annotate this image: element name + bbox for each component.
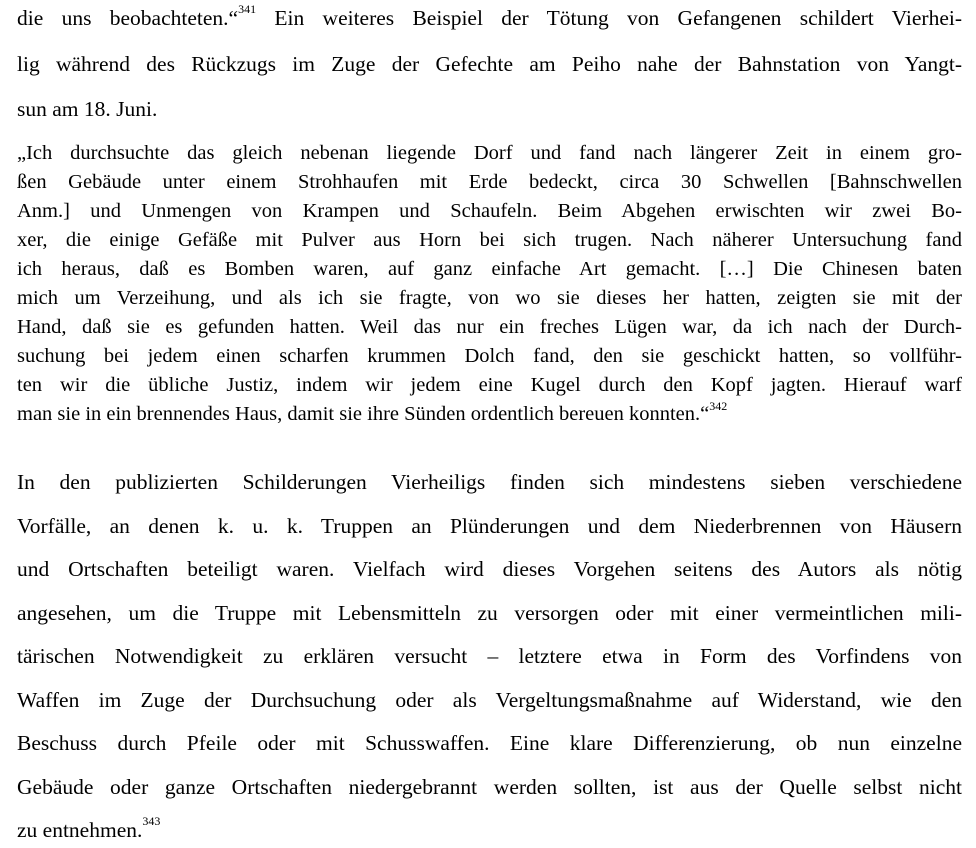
quote-line: xer, die einige Gefäße mit Pulver aus Horn bei sich trugen. Nach näherer Untersuchung fand — [17, 229, 962, 251]
quote-line: ten wir die übliche Justiz, indem wir jedem eine Kugel durch den Kopf jagten. Hierauf warf — [17, 374, 962, 396]
footnote-ref[interactable]: 343 — [142, 814, 161, 828]
quote-line: Hand, daß sie es gefunden hatten. Weil das nur ein freches Lügen war, da ich nach der Durch- — [17, 316, 962, 338]
text-line: angesehen, um die Truppe mit Lebensmitteln zu versorgen oder mit einer vermeintlichen mili- — [17, 601, 962, 625]
quote-line: Anm.] und Unmengen von Krampen und Schaufeln. Beim Abgehen erwischten wir zwei Bo- — [17, 200, 962, 222]
text-line: zu entnehmen.$^{343}$ — [17, 814, 161, 842]
footnote-ref[interactable]: 341 — [238, 2, 257, 16]
text-line: Waffen im Zuge der Durchsuchung oder als Vergeltungsmaßnahme auf Widerstand, wie den — [17, 688, 962, 712]
quote-line: man sie in ein brennendes Haus, damit sie ihre Sünden ordentlich bereuen konnten.“$^{342}$ — [17, 399, 728, 425]
text-line: Beschuss durch Pfeile oder mit Schusswaffen. Eine klare Differenzierung, ob nun einzelne — [17, 731, 962, 755]
text-line: und Ortschaften beteiligt waren. Vielfach wird dieses Vorgehen seitens des Autors als nötig — [17, 557, 962, 581]
text-line: tärischen Notwendigkeit zu erklären versucht – letztere etwa in Form des Vorfindens von — [17, 644, 962, 668]
text-line: sun am 18. Juni. — [17, 97, 158, 121]
quote-line: ßen Gebäude unter einem Strohhaufen mit Erde bedeckt, circa 30 Schwellen [Bahnschwellen — [17, 171, 962, 193]
quote-line: mich um Verzeihung, und als ich sie fragte, von wo sie dieses her hatten, zeigten sie mit der — [17, 287, 962, 309]
quote-line: ich heraus, daß es Bomben waren, auf ganz einfache Art gemacht. […] Die Chinesen baten — [17, 258, 962, 280]
text-line: In den publizierten Schilderungen Vierheiligs finden sich mindestens sieben verschiedene — [17, 470, 962, 494]
quote-line: „Ich durchsuchte das gleich nebenan liegende Dorf und fand nach längerer Zeit in einem gro- — [17, 142, 962, 164]
footnote-ref[interactable]: 342 — [709, 399, 728, 413]
quote-line: suchung bei jedem einen scharfen krummen Dolch fand, den sie geschickt hatten, so vollführ- — [17, 345, 962, 367]
text-line: die uns beobachteten.“$^{341}$ Ein weiteres Beispiel der Tötung von Gefangenen schildert Vierhei- — [17, 2, 962, 30]
text-line: Gebäude oder ganze Ortschaften niedergebrannt werden sollten, ist aus der Quelle selbst nicht — [17, 775, 962, 799]
text-line: lig während des Rückzugs im Zuge der Gefechte am Peiho nahe der Bahnstation von Yangt- — [17, 52, 962, 76]
text-line: Vorfälle, an denen k. u. k. Truppen an Plünderungen und dem Niederbrennen von Häusern — [17, 514, 962, 538]
